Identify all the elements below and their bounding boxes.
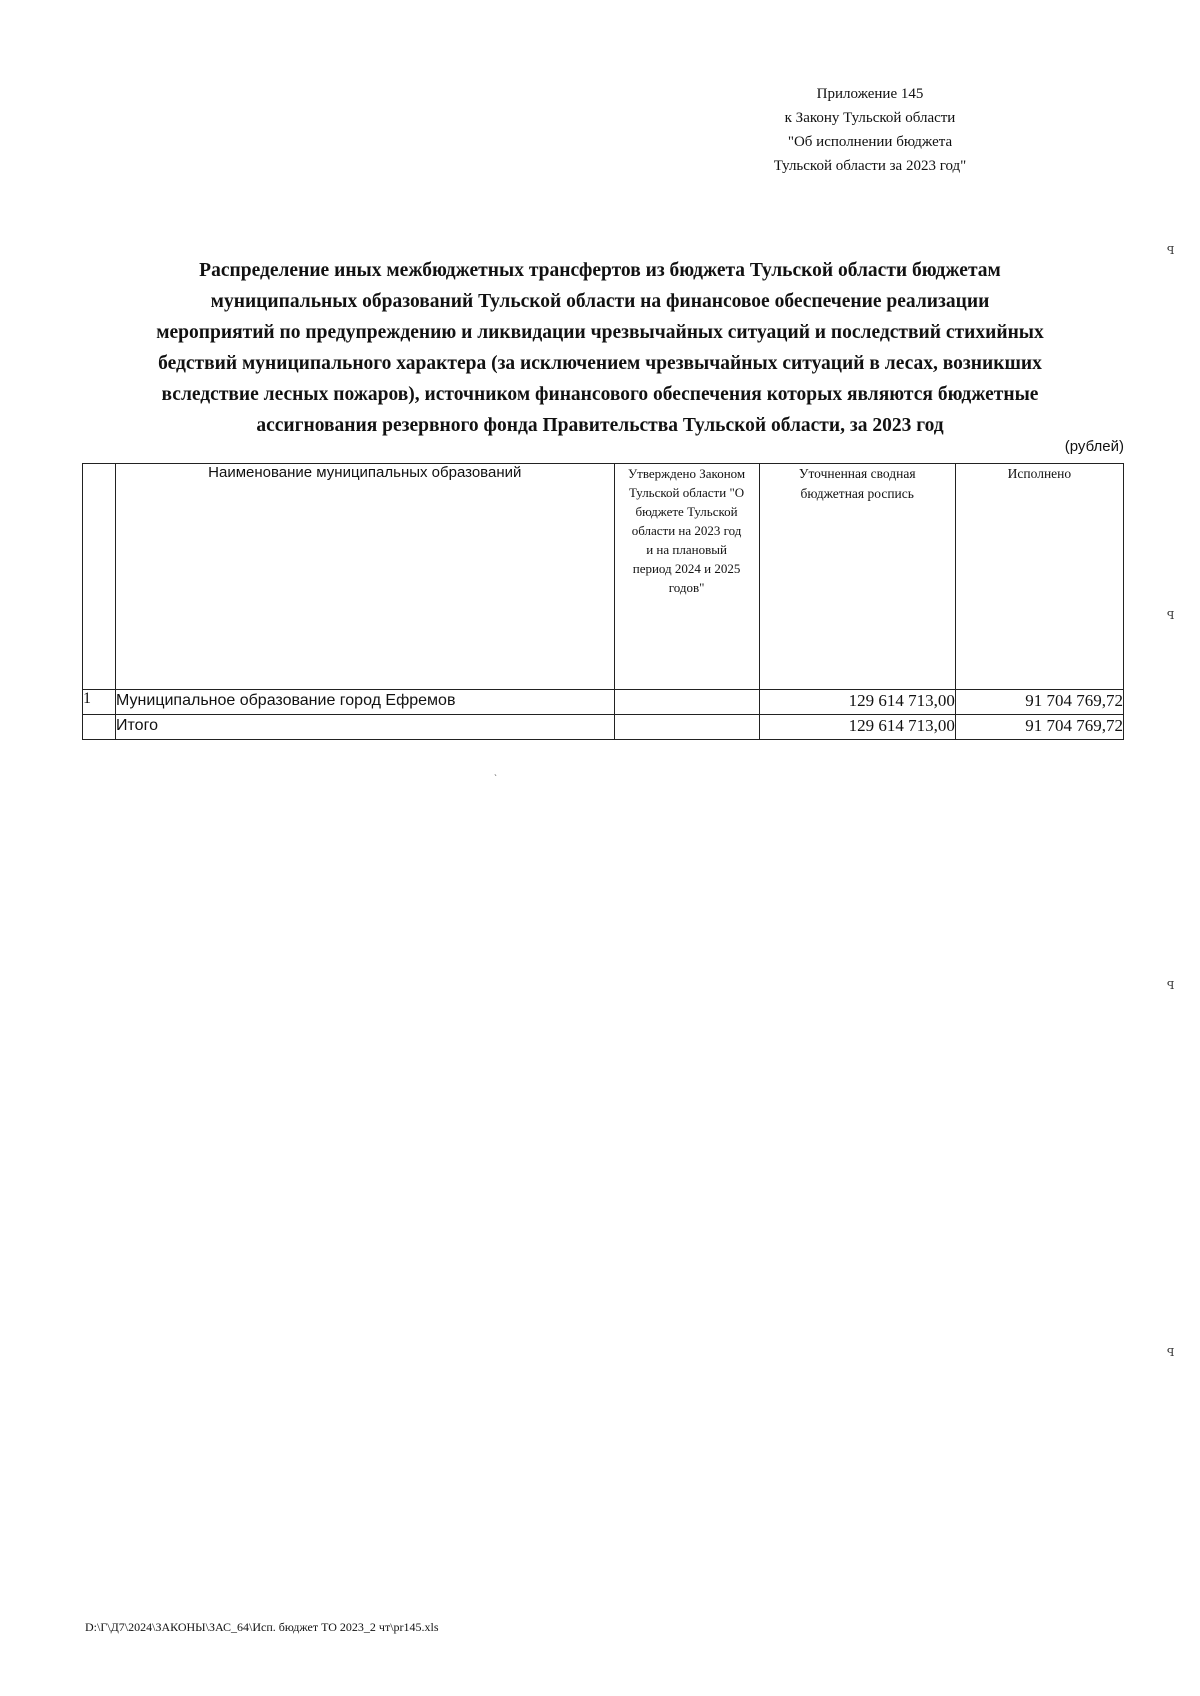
document-title (70, 255, 1130, 441)
margin-mark: ꟼ (1167, 245, 1175, 257)
header-approved-line: годов" (668, 580, 705, 595)
row-approved (614, 690, 759, 715)
header-name: Наименование муниципальных образований (116, 464, 614, 690)
transfers-table (82, 463, 1124, 740)
header-num (83, 464, 116, 690)
header-refined (759, 464, 955, 690)
currency-unit: (рублей) (1064, 438, 1124, 455)
title-line: бедствий муниципального характера (за исключением чрезвычайных ситуаций в лесах, возникших (158, 353, 1042, 374)
title-line: мероприятий по предупреждению и ликвидации чрезвычайных ситуаций и последствий стихийных (156, 322, 1044, 343)
row-name: Итого (116, 715, 614, 740)
header-approved-line: бюджете Тульской (635, 504, 738, 519)
row-approved (614, 715, 759, 740)
margin-mark: ꟼ (1167, 1347, 1175, 1359)
table-row (83, 690, 1124, 715)
appendix-line: Тульской области за 2023 год" (773, 158, 967, 174)
title-line: ассигнования резервного фонда Правительства Тульской области, за 2023 год (256, 415, 944, 436)
row-name: Муниципальное образование город Ефремов (116, 690, 614, 715)
table-header-row (83, 464, 1124, 690)
header-approved-line: Тульской области "О (628, 485, 745, 500)
title-line: муниципальных образований Тульской области на финансовое обеспечение реализации (210, 291, 990, 312)
title-line: Распределение иных межбюджетных трансфертов из бюджета Тульской области бюджетам (199, 260, 1001, 281)
footer-file-path: D:\Г\Д7\2024\ЗАКОНЫ\ЗАС_64\Исп. бюджет ТО 2023_2 чт\pr145.xls (85, 1620, 439, 1634)
row-num (83, 715, 116, 740)
table-row-total (83, 715, 1124, 740)
appendix-line: к Закону Тульской области (784, 110, 956, 126)
header-approved-line: области на 2023 год (631, 523, 742, 538)
row-done: 91 704 769,72 (955, 715, 1123, 740)
header-approved-line: и на плановый (646, 542, 727, 557)
row-refined: 129 614 713,00 (759, 715, 955, 740)
stray-mark: ˎ (494, 766, 497, 776)
header-refined-line: Уточненная сводная (798, 466, 916, 481)
appendix-line: Приложение 145 (816, 86, 924, 102)
row-done: 91 704 769,72 (955, 690, 1123, 715)
appendix-line: "Об исполнении бюджета (787, 134, 953, 150)
header-approved (614, 464, 759, 690)
margin-mark: ꟼ (1167, 980, 1175, 992)
header-approved-line: Утверждено Законом (627, 466, 746, 481)
appendix-header (720, 82, 1020, 178)
title-line: вследствие лесных пожаров), источником финансового обеспечения которых являются бюджетные (161, 384, 1039, 405)
margin-mark: ꟼ (1167, 610, 1175, 622)
header-done: Исполнено (955, 464, 1123, 690)
row-num: 1 (83, 690, 116, 715)
header-approved-line: период 2024 и 2025 (632, 561, 741, 576)
header-refined-line: бюджетная роспись (800, 486, 914, 501)
row-refined: 129 614 713,00 (759, 690, 955, 715)
